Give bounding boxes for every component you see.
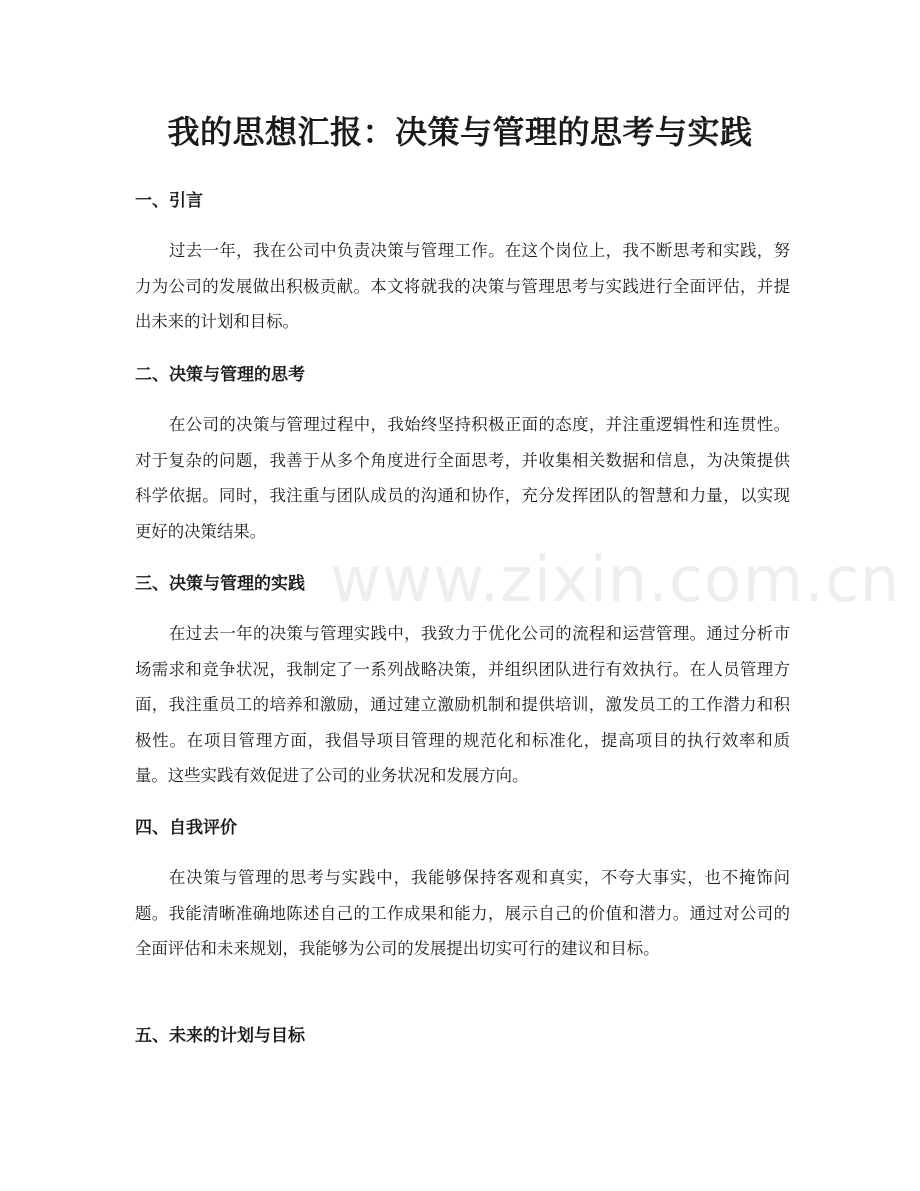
section-heading-introduction: 一、引言 bbox=[135, 191, 203, 211]
section-heading-future-plans: 五、未来的计划与目标 bbox=[135, 1026, 305, 1046]
section-heading-practice: 三、决策与管理的实践 bbox=[135, 574, 305, 594]
watermark: www.zixin.com.cn bbox=[330, 543, 901, 616]
section-paragraph-introduction: 过去一年，我在公司中负责决策与管理工作。在这个岗位上，我不断思考和实践，努力为公司的发展做出积极贡献。本文将就我的决策与管理思考与实践进行全面评估，并提出未来的计划和目标。 bbox=[135, 241, 790, 332]
section-paragraph-practice: 在过去一年的决策与管理实践中，我致力于优化公司的流程和运营管理。通过分析市场需求和竞争状况，我制定了一系列战略决策，并组织团队进行有效执行。在人员管理方面，我注重员工的培养和激励，通过建立激励机制和提供培训，激发员工的工作潜力和积极性。在项目管理方面，我倡导项目管理的规范化和标准化，提高项目的执行效率和质量。这些实践有效促进了公司的业务状况和发展方向。 bbox=[135, 624, 790, 786]
section-paragraph-self-evaluation: 在决策与管理的思考与实践中，我能够保持客观和真实，不夸大事实，也不掩饰问题。我能清晰准确地陈述自己的工作成果和能力，展示自己的价值和潜力。通过对公司的全面评估和未来规划，我能够为公司的发展提出切实可行的建议和目标。 bbox=[135, 868, 790, 959]
page-title: 我的思想汇报：决策与管理的思考与实践 bbox=[167, 113, 753, 151]
section-heading-self-evaluation: 四、自我评价 bbox=[135, 818, 237, 838]
section-paragraph-thinking: 在公司的决策与管理过程中，我始终坚持积极正面的态度，并注重逻辑性和连贯性。对于复杂的问题，我善于从多个角度进行全面思考，并收集相关数据和信息，为决策提供科学依据。同时，我注重与团队成员的沟通和协作，充分发挥团队的智慧和力量，以实现更好的决策结果。 bbox=[135, 415, 790, 541]
section-heading-thinking: 二、决策与管理的思考 bbox=[135, 365, 305, 385]
